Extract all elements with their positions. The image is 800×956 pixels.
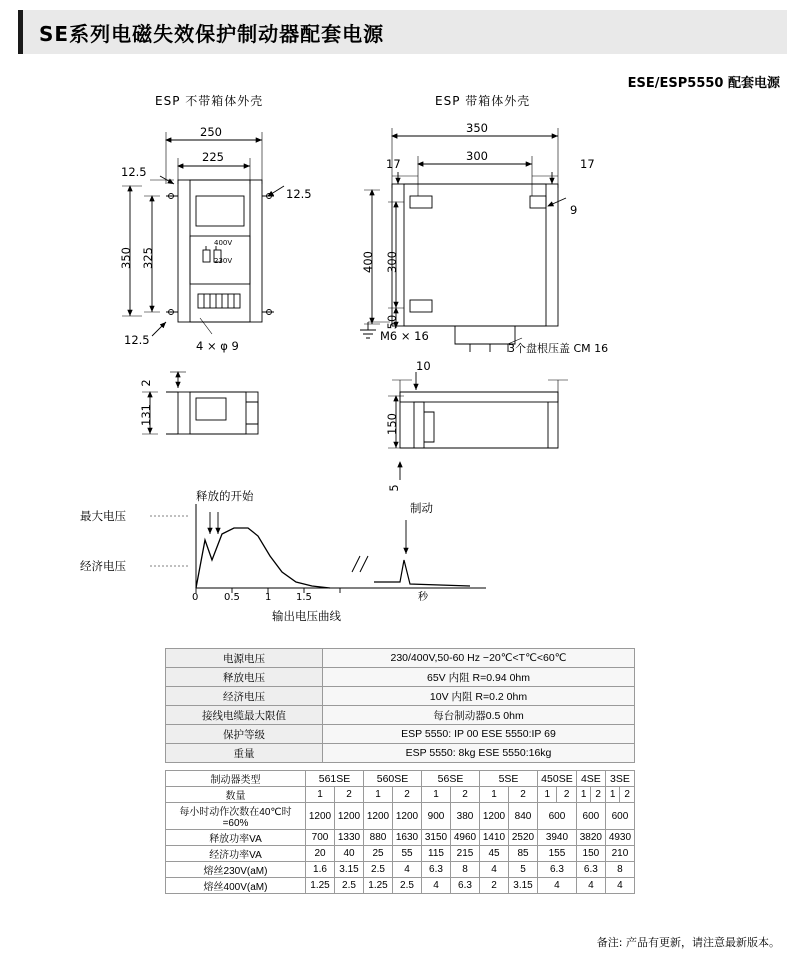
data-table xyxy=(165,770,635,894)
dim-left-131: 131 xyxy=(139,404,153,426)
cell: 6.3 xyxy=(422,862,451,878)
cell: 4 xyxy=(538,878,577,894)
cell: 3.15 xyxy=(335,862,364,878)
dim-left-12-5-b: 12.5 xyxy=(286,187,312,201)
spec-key: 重量 xyxy=(166,744,323,763)
row-label: 熔丝230V(aM) xyxy=(166,862,306,878)
cell: 215 xyxy=(451,846,480,862)
table-row xyxy=(166,846,635,862)
cell: 6.3 xyxy=(576,862,605,878)
chart-brake-label: 制动 xyxy=(410,501,433,515)
cell: 1 xyxy=(306,787,335,803)
chart-x-unit: 秒 xyxy=(418,592,428,603)
spec-key: 接线电缆最大限值 xyxy=(166,706,323,725)
spec-key: 保护等级 xyxy=(166,725,323,744)
cell: 150 xyxy=(576,846,605,862)
cell: 3150 xyxy=(422,830,451,846)
dim-right-17-left: 17 xyxy=(386,157,401,171)
cell: 4 xyxy=(393,862,422,878)
cell: 1200 xyxy=(480,803,509,830)
spec-table xyxy=(165,648,635,763)
cell: 25 xyxy=(364,846,393,862)
cell: 40 xyxy=(335,846,364,862)
cell: 1200 xyxy=(335,803,364,830)
chart-xtick-1-5: 1.5 xyxy=(296,592,312,603)
table-row xyxy=(166,787,635,803)
dim-right-17-right: 17 xyxy=(580,157,595,171)
cell: 2 xyxy=(509,787,538,803)
caption-right-drawing: ESP 带箱体外壳 xyxy=(435,94,531,108)
table-row xyxy=(166,862,635,878)
spec-value: ESP 5550: IP 00 ESE 5550:IP 69 xyxy=(323,725,635,744)
group-header: 4SE xyxy=(576,771,605,787)
dim-left-350: 350 xyxy=(119,247,133,269)
cell: 155 xyxy=(538,846,577,862)
cell: 4 xyxy=(422,878,451,894)
cell: 1 xyxy=(605,787,619,803)
cell: 2.5 xyxy=(364,862,393,878)
table-row xyxy=(166,725,635,744)
group-header: 3SE xyxy=(605,771,634,787)
cell: 45 xyxy=(480,846,509,862)
chart-xtick-1: 1 xyxy=(265,592,272,603)
data-table-corner: 制动器类型 xyxy=(166,771,306,787)
cell: 4 xyxy=(480,862,509,878)
cell: 3820 xyxy=(576,830,605,846)
cell: 1410 xyxy=(480,830,509,846)
cell: 2.5 xyxy=(393,878,422,894)
cell: 5 xyxy=(509,862,538,878)
cell: 4960 xyxy=(451,830,480,846)
cell: 55 xyxy=(393,846,422,862)
table-header-row xyxy=(166,771,635,787)
spec-key: 电源电压 xyxy=(166,649,323,668)
group-header: 561SE xyxy=(306,771,364,787)
cell: 8 xyxy=(451,862,480,878)
cell: 20 xyxy=(306,846,335,862)
chart-y-top-label: 最大电压 xyxy=(80,509,126,523)
spec-value: 230/400V,50-60 Hz −20℃<T℃<60℃ xyxy=(323,649,635,668)
table-row xyxy=(166,668,635,687)
table-row xyxy=(166,744,635,763)
dim-right-9: 9 xyxy=(570,203,578,217)
cell: 380 xyxy=(451,803,480,830)
cell: 2 xyxy=(620,787,635,803)
dim-left-12-5-a: 12.5 xyxy=(121,165,147,179)
dim-left-225: 225 xyxy=(202,150,224,164)
note-4-phi-9: 4 × φ 9 xyxy=(196,339,239,353)
label-230v: 230V xyxy=(214,257,233,265)
cell: 2 xyxy=(335,787,364,803)
cell: 2 xyxy=(451,787,480,803)
spec-key: 经济电压 xyxy=(166,687,323,706)
chart-title: 输出电压曲线 xyxy=(272,609,341,623)
cell: 115 xyxy=(422,846,451,862)
note-cover-cm16: 3个盘根压盖 CM 16 xyxy=(508,342,609,355)
chart-y-bottom-label: 经济电压 xyxy=(80,559,126,573)
table-row xyxy=(166,706,635,725)
cell: 600 xyxy=(538,803,577,830)
label-400v: 400V xyxy=(214,239,233,247)
table-row xyxy=(166,878,635,894)
cell: 6.3 xyxy=(451,878,480,894)
data-table-body xyxy=(166,771,635,894)
table-row xyxy=(166,803,635,830)
cell: 3.15 xyxy=(509,878,538,894)
cell: 2 xyxy=(591,787,606,803)
dim-right-150: 150 xyxy=(385,413,399,435)
cell: 2 xyxy=(557,787,576,803)
table-row xyxy=(166,649,635,668)
dim-left-325: 325 xyxy=(141,247,155,269)
caption-left-drawing: ESP 不带箱体外壳 xyxy=(155,94,264,108)
group-header: 56SE xyxy=(422,771,480,787)
cell: 85 xyxy=(509,846,538,862)
chart-xtick-0-5: 0.5 xyxy=(224,592,240,603)
page-title: SE系列电磁失效保护制动器配套电源 xyxy=(39,21,385,46)
group-header: 5SE xyxy=(480,771,538,787)
dim-right-300-top: 300 xyxy=(466,149,488,163)
cell: 1 xyxy=(538,787,557,803)
cell: 1200 xyxy=(393,803,422,830)
cell: 900 xyxy=(422,803,451,830)
cell: 4930 xyxy=(605,830,634,846)
table-row xyxy=(166,687,635,706)
dim-left-250: 250 xyxy=(200,125,222,139)
group-header: 560SE xyxy=(364,771,422,787)
cell: 1 xyxy=(480,787,509,803)
chart-release-label: 释放的开始 xyxy=(196,489,254,503)
row-label: 数量 xyxy=(166,787,306,803)
cell: 3940 xyxy=(538,830,577,846)
footnote: 备注: 产品有更新，请注意最新版本。 xyxy=(596,936,780,949)
cell: 4 xyxy=(576,878,605,894)
dim-right-50: 50 xyxy=(385,314,399,330)
group-header: 450SE xyxy=(538,771,577,787)
cell: 1330 xyxy=(335,830,364,846)
dim-right-400: 400 xyxy=(361,251,375,273)
cell: 6.3 xyxy=(538,862,577,878)
chart-xtick-0: 0 xyxy=(192,592,199,603)
cell: 1.25 xyxy=(306,878,335,894)
dim-right-10: 10 xyxy=(416,359,431,373)
cell: 1 xyxy=(364,787,393,803)
dim-right-5: 5 xyxy=(387,484,401,492)
cell: 2 xyxy=(480,878,509,894)
row-label: 经济功率VA xyxy=(166,846,306,862)
spec-table-body xyxy=(166,649,635,763)
cell: 2 xyxy=(393,787,422,803)
cell: 600 xyxy=(576,803,605,830)
row-label: 熔丝400V(aM) xyxy=(166,878,306,894)
spec-value: 每台制动器0.5 0hm xyxy=(323,706,635,725)
cell: 2.5 xyxy=(335,878,364,894)
spec-value: ESP 5550: 8kg ESE 5550:16kg xyxy=(323,744,635,763)
cell: 4 xyxy=(605,878,634,894)
dim-right-300-side: 300 xyxy=(385,251,399,273)
cell: 1 xyxy=(422,787,451,803)
cell: 600 xyxy=(605,803,634,830)
cell: 210 xyxy=(605,846,634,862)
note-ground-m6: M6 × 16 xyxy=(380,329,429,343)
cell: 1.25 xyxy=(364,878,393,894)
table-row xyxy=(166,830,635,846)
cell: 880 xyxy=(364,830,393,846)
cell: 1200 xyxy=(306,803,335,830)
spec-key: 释放电压 xyxy=(166,668,323,687)
cell: 1.6 xyxy=(306,862,335,878)
spec-value: 10V 内阻 R=0.2 0hm xyxy=(323,687,635,706)
cell: 2520 xyxy=(509,830,538,846)
cell: 1630 xyxy=(393,830,422,846)
dim-right-350: 350 xyxy=(466,121,488,135)
cell: 700 xyxy=(306,830,335,846)
cell: 1200 xyxy=(364,803,393,830)
cell: 840 xyxy=(509,803,538,830)
cell: 8 xyxy=(605,862,634,878)
spec-value: 65V 内阻 R=0.94 0hm xyxy=(323,668,635,687)
row-label: 每小时动作次数在40℃时=60% xyxy=(166,803,306,830)
dim-left-12-5-c: 12.5 xyxy=(124,333,150,347)
row-label: 释放功率VA xyxy=(166,830,306,846)
cell: 1 xyxy=(576,787,590,803)
dim-left-2: 2 xyxy=(139,379,153,387)
model-label: ESE/ESP5550 配套电源 xyxy=(627,76,780,91)
